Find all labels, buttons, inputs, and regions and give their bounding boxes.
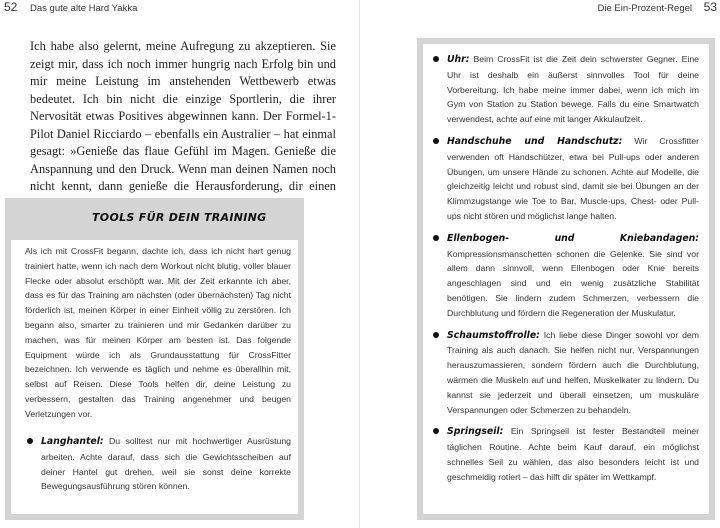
list-item (431, 231, 699, 321)
body-paragraph: Ich habe also gelernt, meine Aufregung zu akzeptieren. Sie zeigt mir, dass ich noch immer hungrig nach Erfolg bin und mir meine Leistung im anstehenden Wettbewerb etwas bedeutet. Ich bin nicht die einzige Sportlerin, die ihrer Nervosität etwas Positives abgewinnen kann. Der Formel-1-Pilot Daniel Ricciardo – ebenfalls ein Australier – hat einmal gesagt: »Genieße das flaue Gefühl im Magen. Genieße die Anspannung und den Druck. Wenn man deinen Namen noch nicht kennt, dann genieße die Herausforderung, dir einen (30, 39, 336, 193)
bullet-text: Kompressionsmanschetten schonen die Gelenke. Sie sind vor allem dann sinnvoll, wenn Ellenbogen oder Knie bereits angeschlagen sind und ein wenig zusätzliche Stabilität benötigen. Sie lindern zudem Schmerzen, verbessern die Durchblutung und fördern die Regeneration der Muskulatur. (447, 248, 699, 318)
tools-box-continued (417, 38, 715, 520)
tools-box-header (11, 198, 298, 240)
bullet-text: Ein Springseil ist fester Bestandteil meiner täglichen Routine. Achte beim Kauf darauf, ein möglichst schnelles Seil zu wählen, das also besonders leicht ist und geschmeidig rotiert – das hilft dir später im Wettkampf. (447, 426, 699, 482)
bullet-term: Schaumstoffrolle: (447, 329, 540, 341)
left-running-title: Das gute alte Hard Yakka (30, 3, 138, 14)
bullet-dot-icon (433, 138, 439, 144)
tools-box-intro: Als ich mit CrossFit begann, dachte ich, dass ich nicht hart genug trainiert hatte, wenn ich nach dem Workout nicht blutig, voller blauer Flecke oder absolut erschöpft war. Mit der Zeit erkannte ich aber, dass es für das Training am nächsten (oder übernächsten) Tag nicht förderlich ist, meinen Körper in einer Einheit völlig zu zerstören. Ich begann also, smarter zu trainieren und mir Gedanken darüber zu machen, was für meinen Körper am besten ist. Das folgende Equipment würde ich als Grundausstattung für CrossFitter bezeichnen. Ich verwende es täglich und nehme es überallhin mit, selbst auf Reisen. Diese Tools helfen dir, deine Leistung zu verbessern, gestalten das Training angenehmer und beugen Verletzungen vor. (25, 246, 291, 419)
bullet-term: Langhantel: (41, 436, 104, 447)
tools-box (5, 198, 304, 520)
left-page-number: 52 (4, 0, 18, 14)
list-item (431, 328, 699, 418)
right-running-title: Die Ein-Prozent-Regel (597, 3, 692, 14)
right-page-number: 53 (703, 0, 717, 14)
bullet-dot-icon (433, 56, 439, 62)
bullet-text: Wir Crossfitter verwenden oft Handschützer, etwa bei Pull-ups oder anderen Übungen, um unsere Hände zu schonen. Achte auf Modelle, die gleichzeitig leicht und robust sind, damit sie bei Übungen an der Klimmzugstange wie Toe to Bar, Muscle-ups, Chest- oder Pull-ups nicht stören und möglichst lange halten. (447, 135, 699, 221)
bullet-term: Ellenbogen- und Kniebandagen: (447, 232, 699, 244)
bullet-dot-icon (433, 235, 439, 241)
list-item (25, 434, 291, 494)
bullet-text: Beim CrossFit ist die Zeit dein schwerster Gegner. Eine Uhr ist deshalb ein äußerst sinnvolles Tool für deine Vorbereitung. Ich habe meine immer dabei, wenn ich mich im Gym von Station zu Station bewege. Falls du eine Smartwatch verwendest, achte auf eine mit langer Akkulaufzeit. (447, 54, 699, 125)
tools-list (431, 52, 699, 492)
list-item (431, 134, 699, 224)
bullet-dot-icon (433, 332, 439, 338)
bullet-term: Handschuhe und Handschutz: (447, 135, 623, 147)
bullet-dot-icon (433, 428, 439, 434)
tools-box-title: TOOLS FÜR DEIN TRAINING (92, 211, 267, 224)
right-page (360, 0, 720, 528)
tools-box-bullet (25, 434, 291, 501)
list-item (431, 52, 699, 127)
bullet-text: Ich liebe diese Dinger sowohl vor dem Training als auch danach. Sie helfen nicht nur, Verspannungen herauszumassieren, sondern fördern auch die Durchblutung, wärmen die Muskeln auf und helfen, Muskelkater zu lindern. Du kannst sie jederzeit und überall einsetzen, um muskuläre Verspannungen oder Schmerzen zu behandeln. (447, 329, 699, 415)
bullet-text: Du solltest nur mit hochwertiger Ausrüstung arbeiten. Achte darauf, dass sich die Gewichtsscheiben auf deiner Hantel gut drehen, weil sie sonst deine korrekte Bewegungsausführung stören können. (41, 436, 291, 492)
bullet-term: Uhr: (447, 54, 470, 65)
bullet-dot-icon (27, 438, 33, 444)
bullet-term: Springseil: (447, 426, 504, 438)
list-item (431, 424, 699, 484)
